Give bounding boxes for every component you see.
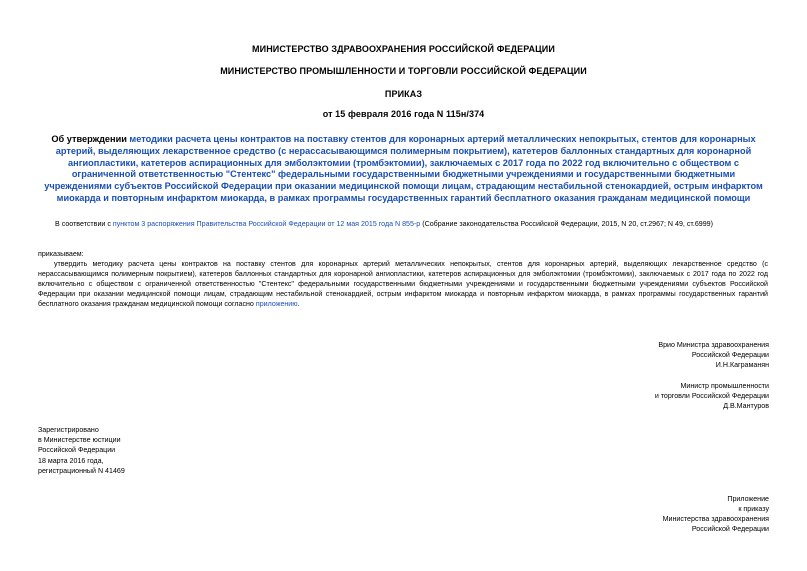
appendix-line-3: Министерства здравоохранения — [662, 515, 769, 523]
signature-industry-position: Министр промышленности — [680, 382, 769, 390]
doc-type-heading: ПРИКАЗ — [384, 89, 423, 99]
order-body-paragraph — [38, 259, 768, 309]
date-number-heading: от 15 февраля 2016 года N 115н/374 — [322, 109, 485, 119]
prikazyvaem-label: приказываем: — [38, 250, 84, 258]
document-title — [40, 134, 767, 205]
registration-block — [38, 425, 125, 476]
title-methodology-link[interactable]: методики расчета цены контрактов на поставку стентов для коронарных артерий металлических непокрытых, стентов для коронарных артерий, выделяющих лекарственное средство (с нерассасывающимся полимерным покрытием), катетеров баллонных стандартных для коронарной ангиопластики, катетеров аспирационных для эмболэктомии (тромбэктомии), заключаемых с 2017 года по 2022 год включительно с обществом с ограниченной ответственностью "Стентекс" федеральными государственными бюджетными учреждениями и государственными бюджетными учреждениями субъектов Российской Федерации при оказании медицинской помощи лицам, страдающим нестабильной стенокардией, острым инфарктом миокарда и повторным инфарктом миокарда, в рамках программы государственных гарантий бесплатного оказания гражданам медицинской помощи — [44, 134, 763, 203]
signature-industry-name: Д.В.Мантуров — [723, 402, 769, 410]
basis-prefix: В соответствии с — [55, 220, 113, 228]
legal-basis-paragraph — [55, 219, 785, 229]
registration-line-2: в Министерстве юстиции — [38, 436, 121, 445]
signature-block-health — [658, 340, 769, 370]
order-body-text: утвердить методику расчета цены контрактов на поставку стентов для коронарных артерий металлических непокрытых, стентов для коронарных артерий, выделяющих лекарственное средство (с нерассасывающимся полимерным покрытием), катетеров баллонных стандартных для коронарной ангиопластики, катетеров аспирационных для эмболэктомии (тромбэктомии), заключаемых с 2017 года по 2022 год включительно с обществом с ограниченной ответственностью "Стентекс" федеральными государственными бюджетными учреждениями и государственными бюджетными учреждениями субъектов Российской Федерации при оказании медицинской помощи лицам, страдающим нестабильной стенокардией, острым инфарктом миокарда и повторным инфарктом миокарда, в рамках программы государственных гарантий бесплатного оказания гражданам медицинской помощи согласно — [38, 260, 768, 308]
registration-line-5: регистрационный N 41469 — [38, 466, 125, 475]
ministry-industry-heading: МИНИСТЕРСТВО ПРОМЫШЛЕННОСТИ И ТОРГОВЛИ РОССИЙСКОЙ ФЕДЕРАЦИИ — [220, 66, 587, 76]
ministry-health-heading: МИНИСТЕРСТВО ЗДРАВООХРАНЕНИЯ РОССИЙСКОЙ ФЕДЕРАЦИИ — [252, 44, 555, 54]
signature-health-position: Врио Министра здравоохранения — [658, 341, 769, 349]
signature-industry-country: и торговли Российской Федерации — [654, 392, 769, 400]
registration-line-1: Зарегистрировано — [38, 426, 99, 434]
signature-health-country: Российской Федерации — [691, 351, 769, 359]
appendix-line-1: Приложение — [727, 495, 769, 503]
appendix-link[interactable]: приложению — [255, 300, 298, 308]
appendix-block — [663, 494, 769, 534]
signature-block-industry — [655, 381, 769, 411]
appendix-line-2: к приказу — [738, 505, 769, 513]
basis-order-link[interactable]: пунктом 3 распоряжения Правительства Российской Федерации от 12 мая 2015 года N 855-р — [112, 220, 421, 228]
appendix-line-4: Российской Федерации — [691, 525, 769, 533]
title-prefix: Об утверждении — [51, 134, 130, 144]
registration-line-3: Российской Федерации — [38, 446, 116, 455]
order-body-end: . — [297, 300, 300, 308]
registration-line-4: 18 марта 2016 года, — [38, 456, 104, 465]
signature-health-name: И.Н.Каграманян — [715, 361, 769, 369]
basis-suffix: (Собрание законодательства Российской Федерации, 2015, N 20, ст.2967; N 49, ст.6999) — [420, 220, 713, 228]
